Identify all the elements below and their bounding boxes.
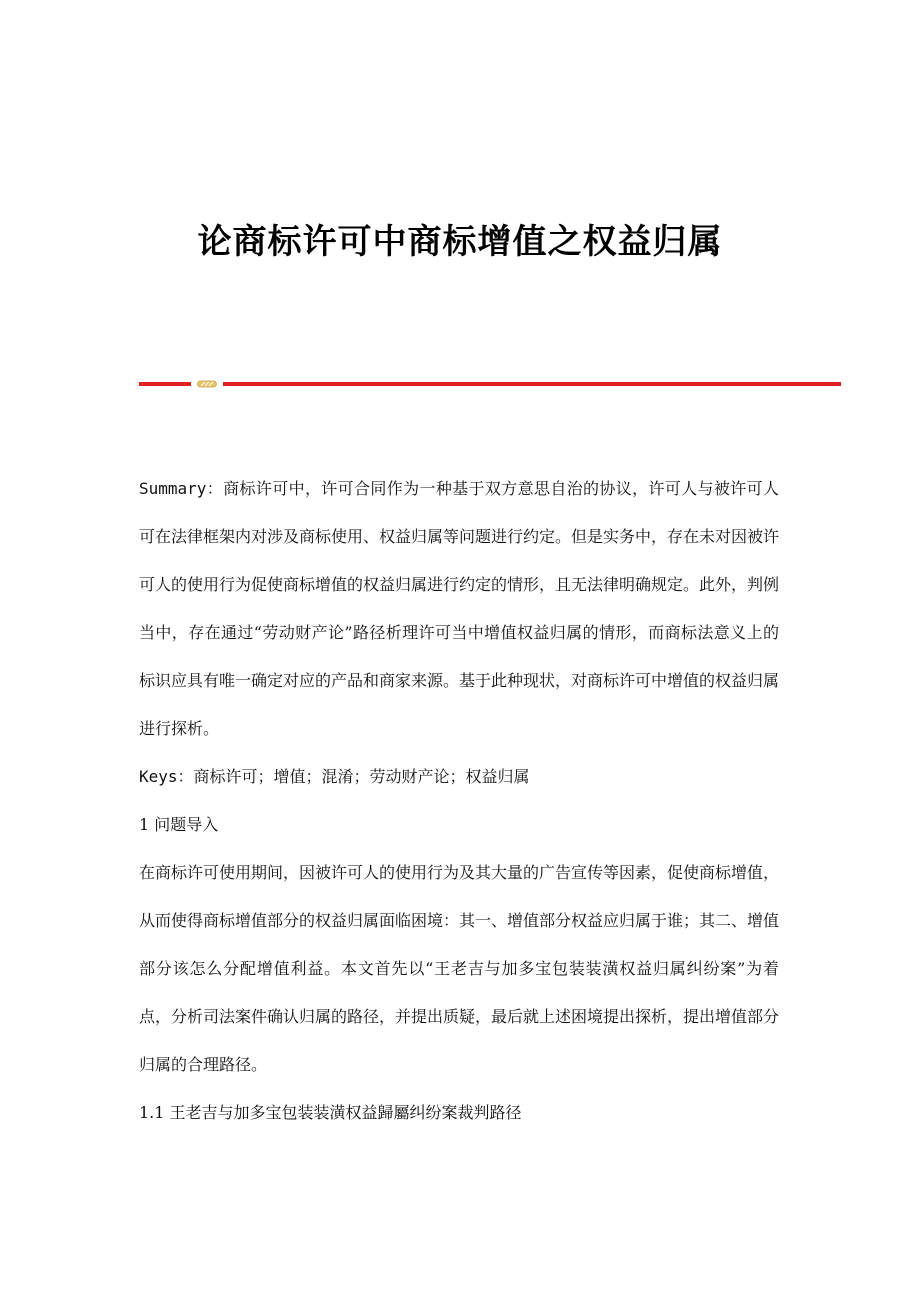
summary-paragraph	[139, 465, 779, 753]
section-1-body: 在商标许可使用期间，因被许可人的使用行为及其大量的广告宣传等因素，促使商标增值，从而使得商标增值部分的权益归属面临困境：其一、增值部分权益应归属于谁；其二、增值部分该怎么分配增值利益。本文首先以“王老吉与加多宝包装装潢权益归属纠纷案”为着点，分析司法案件确认归属的路径，并提出质疑，最后就上述困境提出探析，提出增值部分归属的合理路径。	[139, 863, 780, 1074]
summary-label: Summary：	[139, 479, 224, 498]
document-body	[139, 465, 779, 1137]
divider-bar-left	[139, 382, 191, 386]
keys-label: Keys：	[139, 767, 194, 786]
section-1-1-heading: 1.1 王老吉与加多宝包装装潢权益歸屬纠纷案裁判路径	[139, 1103, 522, 1122]
keywords-line	[139, 753, 779, 801]
document-title: 论商标许可中商标增值之权益归属	[197, 222, 723, 262]
keys-text: 商标许可；增值；混淆；劳动财产论；权益归属	[193, 767, 530, 786]
title-divider	[139, 380, 841, 388]
summary-text: 商标许可中，许可合同作为一种基于双方意思自治的协议，许可人与被许可人可在法律框架内对涉及商标使用、权益归属等问题进行约定。但是实务中，存在未对因被许可人的使用行为促使商标增值的权益归属进行约定的情形，且无法律明确规定。此外，判例当中，存在通过“劳动财产论”路径析理许可当中增值权益归属的情形，而商标法意义上的标识应具有唯一确定对应的产品和商家来源。基于此种现状，对商标许可中增值的权益归属进行探析。	[139, 479, 780, 738]
section-1-heading: 1 问题导入	[139, 815, 219, 834]
divider-bar-right	[223, 382, 841, 386]
divider-ornament-icon	[197, 380, 217, 388]
